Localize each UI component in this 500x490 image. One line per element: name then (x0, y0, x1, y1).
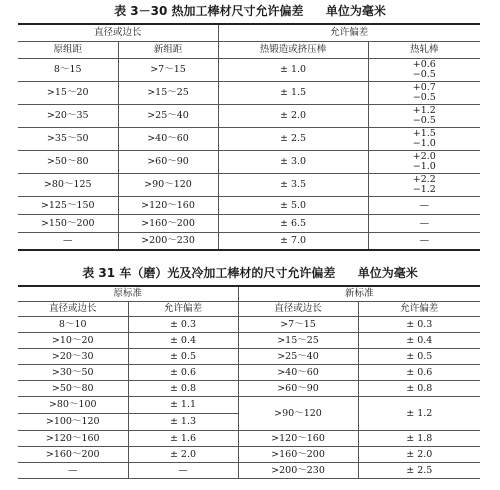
cell-forged: ± 2.5 (218, 127, 368, 150)
header-old-tolerance: 允许偏差 (128, 301, 238, 316)
cell-old-tolerance: ± 1.1 (128, 396, 238, 413)
cell-old-size: 8～10 (18, 316, 128, 332)
cell-old: >80～125 (18, 173, 118, 196)
cell-old: 8～15 (18, 58, 118, 81)
header-old-standard: 原标准 (18, 286, 238, 301)
table-row (18, 380, 480, 396)
cell-forged: ± 1.0 (218, 58, 368, 81)
table1-header-row-2 (18, 41, 480, 58)
table-row (18, 150, 480, 173)
cell-forged: ± 3.5 (218, 173, 368, 196)
cell-forged: ± 6.5 (218, 214, 368, 232)
cell-new-tolerance: ± 0.8 (358, 380, 480, 396)
table-row (18, 214, 480, 232)
table2-caption (0, 265, 500, 281)
cell-old-tolerance: ± 0.4 (128, 332, 238, 348)
table2 (18, 285, 480, 479)
table-row (18, 316, 480, 332)
cell-new: >90～120 (118, 173, 218, 196)
header-forged: 热锻造或挤压棒 (218, 41, 368, 58)
table-row (18, 348, 480, 364)
cell-old: >150～200 (18, 214, 118, 232)
cell-old-tolerance: — (128, 462, 238, 478)
cell-old-tolerance: ± 2.0 (128, 446, 238, 462)
cell-new-tolerance: ± 0.4 (358, 332, 480, 348)
header-new-tolerance: 允许偏差 (358, 301, 480, 316)
table-row (18, 462, 480, 478)
table1-caption (0, 3, 500, 19)
cell-forged: ± 1.5 (218, 81, 368, 104)
cell-new-tolerance: ± 0.5 (358, 348, 480, 364)
cell-new-size: >90～120 (238, 396, 358, 430)
cell-new: >120～160 (118, 196, 218, 214)
table1 (18, 23, 480, 251)
cell-rolled: — (368, 232, 480, 250)
table-row (18, 430, 480, 446)
header-old-size: 直径或边长 (18, 301, 128, 316)
cell-old-tolerance: ± 0.5 (128, 348, 238, 364)
cell-forged: ± 7.0 (218, 232, 368, 250)
cell-old: >35～50 (18, 127, 118, 150)
header-rolled: 热轧棒 (368, 41, 480, 58)
table2-unit: 单位为毫米 (357, 266, 418, 280)
table2-header-row-1 (18, 286, 480, 301)
cell-old: >20～35 (18, 104, 118, 127)
header-tolerance-group: 允许偏差 (218, 24, 480, 41)
cell-old: — (18, 232, 118, 250)
cell-old-size: >10～20 (18, 332, 128, 348)
cell-old-size: >20～30 (18, 348, 128, 364)
cell-forged: ± 3.0 (218, 150, 368, 173)
cell-old-size: >160～200 (18, 446, 128, 462)
table1-unit: 单位为毫米 (325, 4, 386, 18)
cell-new: >60～90 (118, 150, 218, 173)
cell-new-size: >7～15 (238, 316, 358, 332)
cell-rolled: +1.5 −1.0 (368, 127, 480, 150)
cell-old: >125～150 (18, 196, 118, 214)
table1-title: 热加工棒材尺寸允许偏差 (171, 4, 304, 18)
header-new-standard: 新标准 (238, 286, 480, 301)
cell-new: >200～230 (118, 232, 218, 250)
cell-new: >7～15 (118, 58, 218, 81)
cell-new-size: >15～25 (238, 332, 358, 348)
cell-forged: ± 2.0 (218, 104, 368, 127)
cell-new: >160～200 (118, 214, 218, 232)
table2-title: 车（磨）光及冷加工棒材的尺寸允许偏差 (119, 266, 336, 280)
table-row (18, 104, 480, 127)
cell-new: >15～25 (118, 81, 218, 104)
cell-rolled: +0.7 −0.5 (368, 81, 480, 104)
table1-number: 表 3－30 (114, 4, 168, 18)
cell-old-size: >30～50 (18, 364, 128, 380)
table2-header-row-2 (18, 301, 480, 316)
cell-old-tolerance: ± 1.6 (128, 430, 238, 446)
cell-new: >40～60 (118, 127, 218, 150)
header-old-range: 原组距 (18, 41, 118, 58)
cell-rolled: — (368, 196, 480, 214)
table-row (18, 232, 480, 250)
cell-new-tolerance: ± 1.2 (358, 396, 480, 430)
table-row (18, 396, 480, 413)
table-row (18, 58, 480, 81)
table1-header-row-1 (18, 24, 480, 41)
cell-forged: ± 5.0 (218, 196, 368, 214)
cell-rolled: +2.0 −1.0 (368, 150, 480, 173)
cell-old-size: >80～100 (18, 396, 128, 413)
cell-old-tolerance: ± 0.6 (128, 364, 238, 380)
cell-old-tolerance: ± 1.3 (128, 413, 238, 430)
cell-rolled: — (368, 214, 480, 232)
table-row (18, 332, 480, 348)
cell-rolled: +2.2 −1.2 (368, 173, 480, 196)
cell-new-tolerance: ± 2.0 (358, 446, 480, 462)
cell-new-size: >60～90 (238, 380, 358, 396)
cell-old-size: >120～160 (18, 430, 128, 446)
cell-old: >15～20 (18, 81, 118, 104)
cell-new-size: >120～160 (238, 430, 358, 446)
header-size-group: 直径或边长 (18, 24, 218, 41)
table-row (18, 446, 480, 462)
cell-old-tolerance: ± 0.8 (128, 380, 238, 396)
cell-old-size: — (18, 462, 128, 478)
cell-new-tolerance: ± 2.5 (358, 462, 480, 478)
header-new-range: 新组距 (118, 41, 218, 58)
cell-old-tolerance: ± 0.3 (128, 316, 238, 332)
cell-new-tolerance: ± 0.6 (358, 364, 480, 380)
cell-old-size: >50～80 (18, 380, 128, 396)
cell-old: >50～80 (18, 150, 118, 173)
cell-new-size: >25～40 (238, 348, 358, 364)
cell-new-tolerance: ± 0.3 (358, 316, 480, 332)
table-row (18, 196, 480, 214)
cell-new-tolerance: ± 1.8 (358, 430, 480, 446)
cell-rolled: +1.2 −0.5 (368, 104, 480, 127)
cell-old-size: >100～120 (18, 413, 128, 430)
table-row (18, 127, 480, 150)
table2-number: 表 31 (82, 266, 116, 280)
cell-new: >25～40 (118, 104, 218, 127)
table-row (18, 173, 480, 196)
cell-new-size: >200～230 (238, 462, 358, 478)
cell-new-size: >160～200 (238, 446, 358, 462)
table-row (18, 81, 480, 104)
cell-rolled: +0.6 −0.5 (368, 58, 480, 81)
header-new-size: 直径或边长 (238, 301, 358, 316)
cell-new-size: >40～60 (238, 364, 358, 380)
table-row (18, 364, 480, 380)
